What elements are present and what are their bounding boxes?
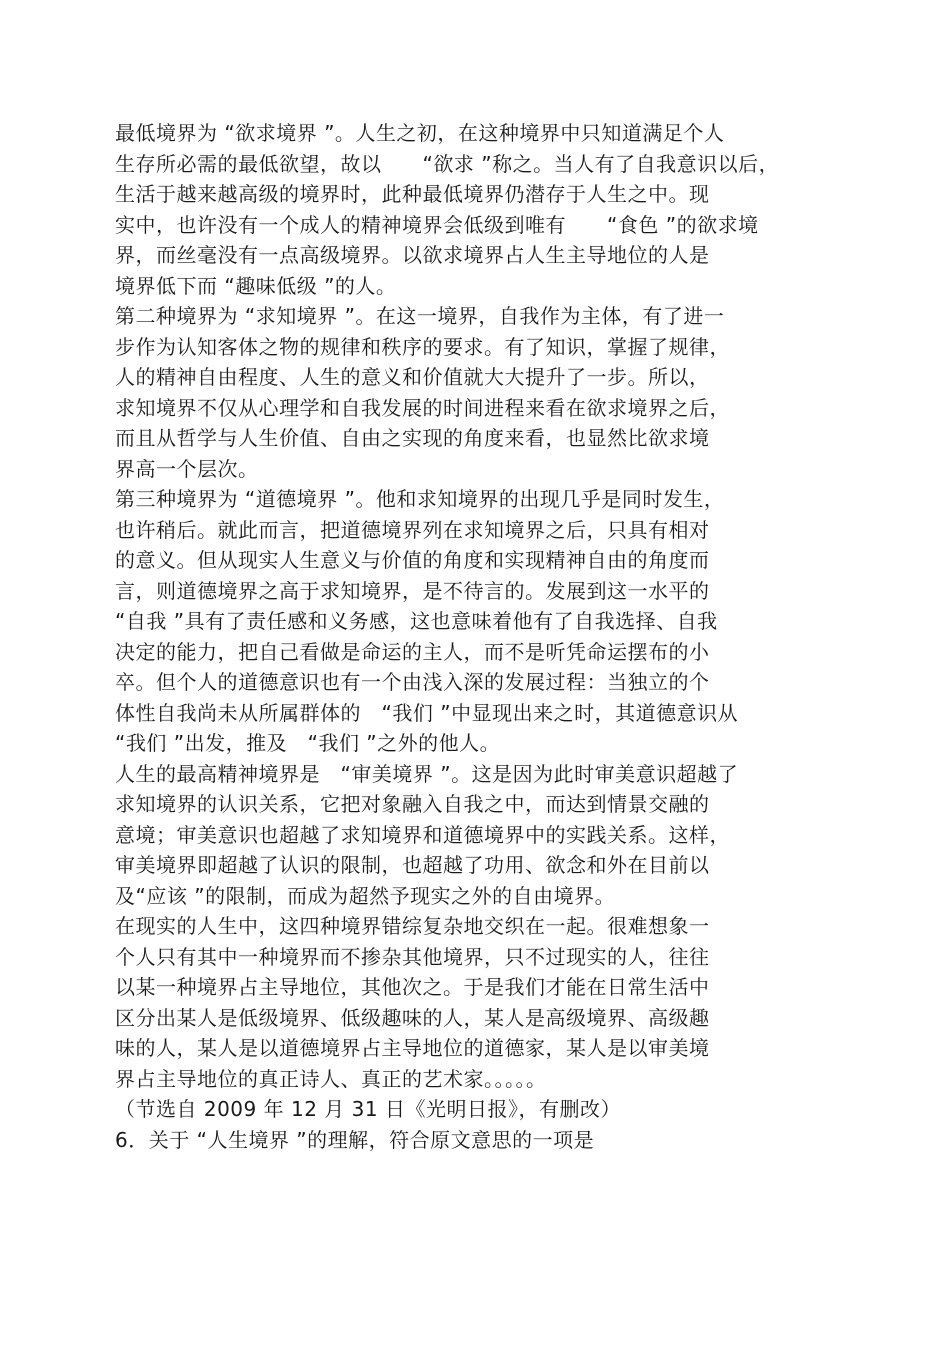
text-line: 意境；审美意识也超越了求知境界和道德境界中的实践关系。这样， [115,822,730,847]
text-line: 人的精神自由程度、人生的意义和价值就大大提升了一步。所以， [115,365,710,389]
text-line: 及“应该 ”的限制，而成为超然予现实之外的自由境界。 [115,883,616,908]
text-line: 求知境界的认识关系，它把对象融入自我之中，而达到情景交融的 [115,792,710,816]
text-line: 生存所必需的最低欲望，故以 “欲求 ”称之。当人有了自我意识以后， [115,151,780,176]
text-line: 界高一个层次。 [115,456,259,481]
text-line: （节选自 2009 年 12 月 31 日《光明日报》，有删改） [115,1097,621,1121]
text-line: 境界低下而 “趣味低级 ”的人。 [115,273,397,298]
text-line: 个人只有其中一种境界而不掺杂其他境界，只不过现实的人，往往 [115,944,710,969]
text-line: 以某一种境界占主导地位，其他次之。于是我们才能在日常生活中 [115,975,710,999]
text-line: 言，则道德境界之高于求知境界，是不待言的。发展到这一水平的 [115,578,710,603]
text-line: 界占主导地位的真正诗人、真正的艺术家。。。。。 [115,1066,547,1091]
text-line: 6．关于 “人生境界 ”的理解，符合原文意思的一项是 [115,1127,595,1152]
text-line: 在现实的人生中，这四种境界错综复杂地交织在一起。很难想象一 [115,914,710,938]
text-line: 味的人，某人是以道德境界占主导地位的道德家，某人是以审美境 [115,1036,710,1060]
text-line: 审美境界即超越了认识的限制，也超越了功用、欲念和外在目前以 [115,853,710,877]
text-line: 决定的能力，把自己看做是命运的主人，而不是听凭命运摆布的小 [115,639,710,664]
text-line: 第二种境界为 “求知境界 ”。在这一境界，自我作为主体，有了进一 [115,304,725,328]
text-line: 求知境界不仅从心理学和自我发展的时间进程来看在欲求境界之后， [115,395,730,420]
text-line: “自我 ”具有了责任感和义务感，这也意味着他有了自我选择、自我 [115,609,718,633]
text-line: 第三种境界为 “道德境界 ”。他和求知境界的出现几乎是同时发生， [115,487,725,511]
text-line: 最低境界为 “欲求境界 ”。人生之初，在这种境界中只知道满足个人 [115,121,725,145]
text-line: 人生的最高精神境界是 “审美境界 ”。这是因为此时审美意识超越了 [115,761,739,786]
text-line: 而且从哲学与人生价值、自由之实现的角度来看，也显然比欲求境 [115,426,710,450]
text-line: 界，而丝毫没有一点高级境界。以欲求境界占人生主导地位的人是 [115,243,710,267]
text-line: 体性自我尚未从所属群体的 “我们 ”中显现出来之时，其道德意识从 [115,700,739,725]
text-line: 区分出某人是低级境界、低级趣味的人，某人是高级境界、高级趣 [115,1005,710,1030]
text-line: 步作为认知客体之物的规律和秩序的要求。有了知识，掌握了规律， [115,334,730,359]
text-line: 卒。但个人的道德意识也有一个由浅入深的发展过程：当独立的个 [115,670,710,694]
text-line: 的意义。但从现实人生意义与价值的角度和实现精神自由的角度而 [115,548,710,572]
text-line: “我们 ”出发，推及 “我们 ”之外的他人。 [115,731,501,755]
text-line: 实中，也许没有一个成人的精神境界会低级到唯有 “食色 ”的欲求境 [115,212,759,237]
text-line: 生活于越来越高级的境界时，此种最低境界仍潜存于人生之中。现 [115,182,710,206]
text-line: 也许稍后。就此而言，把道德境界列在求知境界之后，只具有相对 [115,517,710,542]
